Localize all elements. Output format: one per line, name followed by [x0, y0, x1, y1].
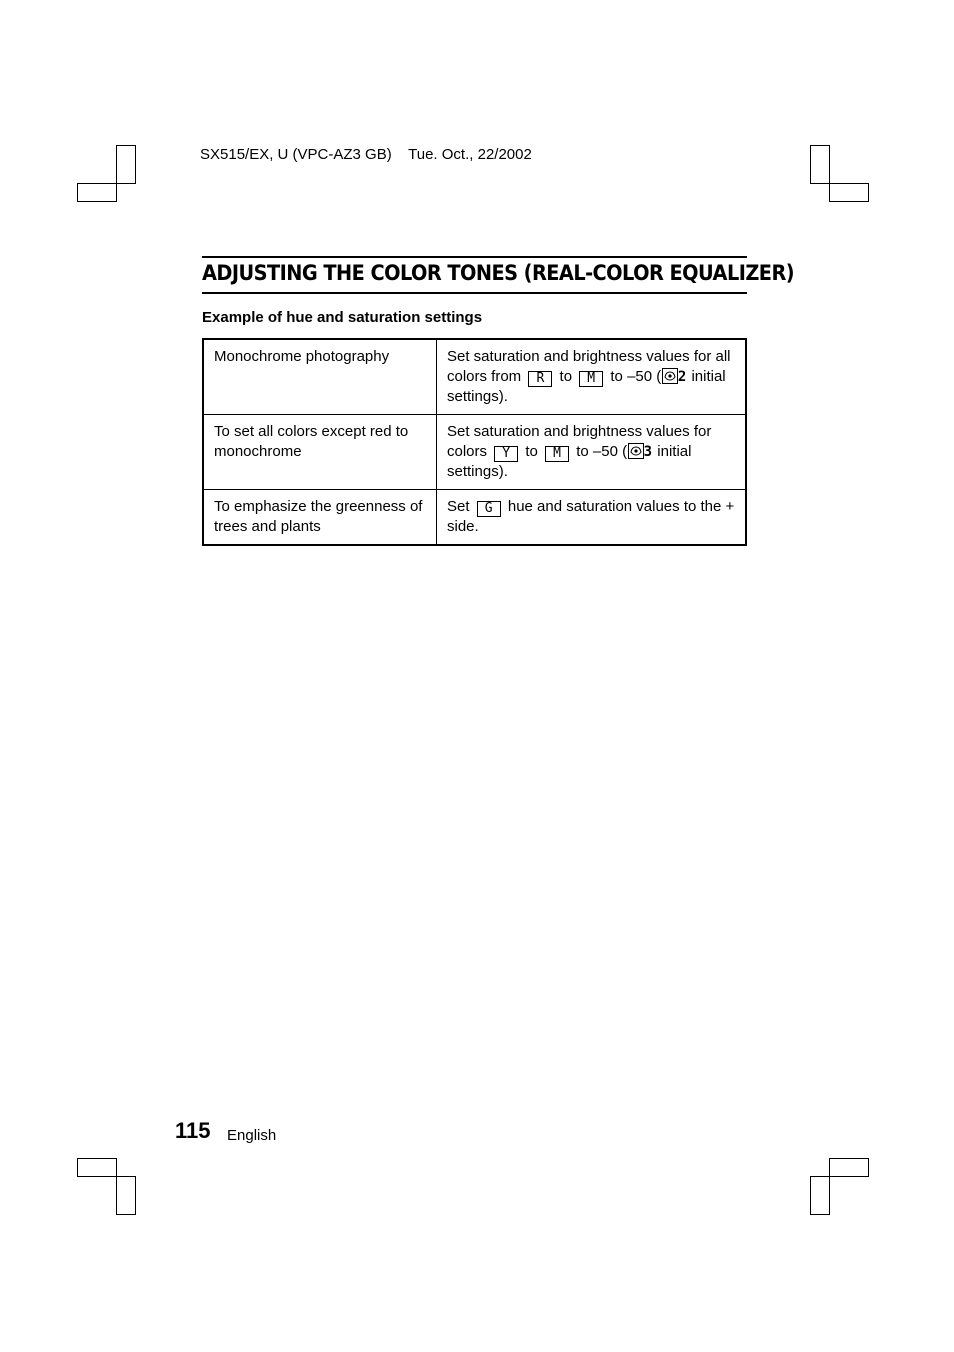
color-key-m-icon: M [545, 446, 569, 462]
setting-text: hue and saturation values to the + side. [447, 498, 735, 535]
setting-text: to –50 ( [576, 443, 628, 460]
setting-cell [437, 339, 747, 415]
setting-cell [437, 415, 747, 490]
camera-mode-icon [662, 368, 686, 384]
camera-mode-icon [628, 443, 652, 459]
setting-text: Set [447, 498, 470, 515]
crop-mark-top-left-horizontal [77, 183, 117, 202]
table-row [203, 415, 746, 490]
setting-text: initial settings). [447, 443, 692, 480]
page-language: English [227, 1127, 277, 1144]
crop-mark-bottom-left-horizontal [77, 1158, 117, 1177]
purpose-cell: To set all colors except red to monochrome [203, 415, 437, 490]
crop-mark-top-right-vertical [810, 145, 830, 184]
setting-text: Set saturation and brightness values for colors [447, 423, 712, 460]
table-row [203, 339, 746, 415]
setting-text: to [525, 443, 538, 460]
setting-text: Set saturation and brightness values for all colors from [447, 348, 731, 385]
setting-text: to [559, 368, 573, 385]
table-subheading: Example of hue and saturation settings [202, 309, 483, 326]
crop-mark-top-left-vertical [116, 145, 136, 184]
table-row [203, 490, 746, 546]
setting-cell [437, 490, 747, 546]
setting-text: to –50 ( [610, 368, 662, 385]
running-header [200, 146, 532, 163]
color-key-g-icon: G [477, 501, 501, 517]
section-title-bar [202, 256, 795, 294]
color-key-r-icon: R [528, 371, 552, 387]
mode-number: 2 [677, 369, 687, 385]
section-title: ADJUSTING THE COLOR TONES (REAL-COLOR EQUALIZER) [202, 261, 795, 285]
setting-text: initial settings). [447, 368, 726, 405]
crop-mark-top-right-horizontal [829, 183, 869, 202]
purpose-cell: To emphasize the greenness of trees and plants [203, 490, 437, 546]
header-model: SX515/EX, U (VPC-AZ3 GB) [200, 146, 392, 163]
page-number: 115 [175, 1118, 211, 1143]
crop-mark-bottom-right-horizontal [829, 1158, 869, 1177]
crop-mark-bottom-right-vertical [810, 1176, 830, 1215]
hue-saturation-examples-table [202, 338, 747, 546]
mode-number: 3 [643, 444, 653, 460]
crop-mark-bottom-left-vertical [116, 1176, 136, 1215]
color-key-m-icon: M [579, 371, 603, 387]
color-key-y-icon: Y [494, 446, 518, 462]
purpose-cell: Monochrome photography [203, 339, 437, 415]
header-date: Tue. Oct., 22/2002 [408, 146, 532, 163]
